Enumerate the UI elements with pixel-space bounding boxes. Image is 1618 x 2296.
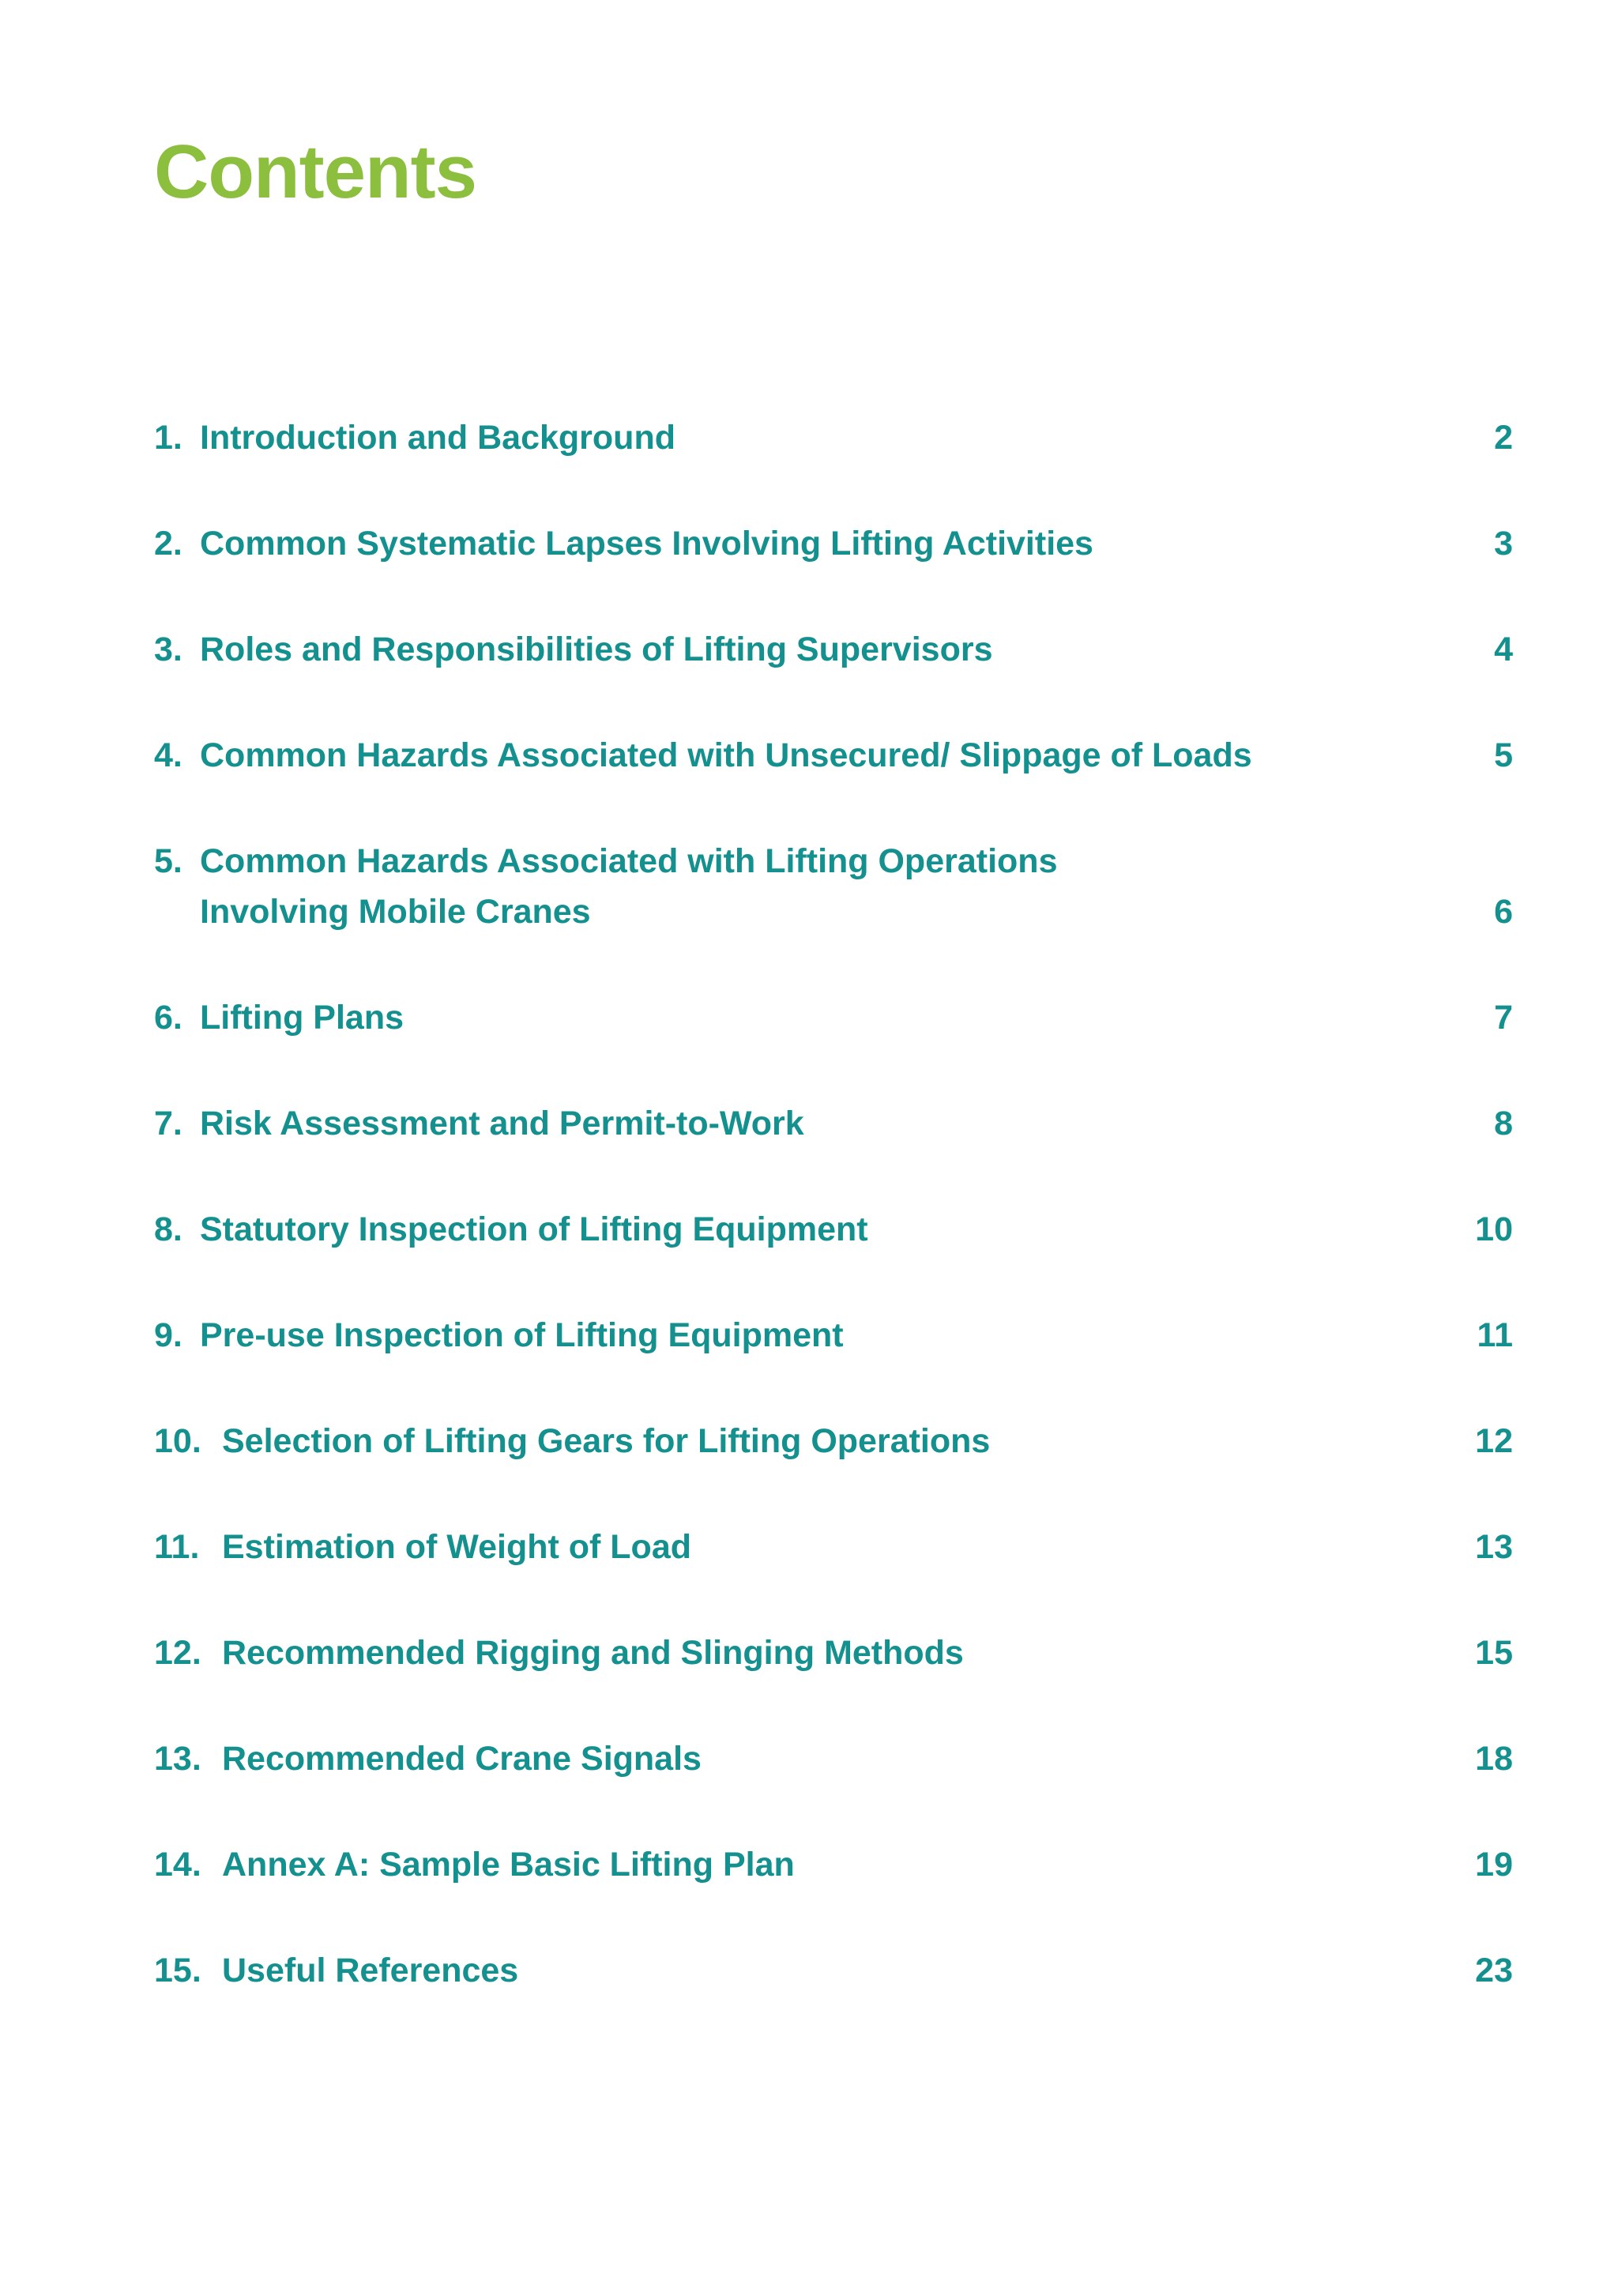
toc-entry-page: 2 <box>1494 419 1513 457</box>
toc-entry-number: 10. <box>154 1422 201 1460</box>
toc-entry-rigging-methods[interactable] <box>154 1628 1513 1678</box>
toc-entry-pre-use-inspection[interactable] <box>154 1310 1513 1361</box>
toc-entry-title: Risk Assessment and Permit-to-Work <box>200 1105 804 1142</box>
toc-entry-risk-assessment[interactable] <box>154 1098 1513 1149</box>
toc-entry-title: Common Hazards Associated with Unsecured/ Slippage of Loads <box>200 736 1252 774</box>
toc-entry-number: 9. <box>154 1316 182 1354</box>
toc-entry-page: 10 <box>1475 1210 1513 1248</box>
toc-entry-title: Common Hazards Associated with Lifting Operations Involving Mobile Cranes <box>200 842 1058 931</box>
toc-entry-number: 5. <box>154 842 182 880</box>
toc-entry-number: 1. <box>154 419 182 457</box>
toc-entry-number: 14. <box>154 1846 201 1884</box>
toc-entry-title: Roles and Responsibilities of Lifting Supervisors <box>200 630 993 668</box>
toc-entry-page: 13 <box>1475 1528 1513 1566</box>
toc-entry-title: Lifting Plans <box>200 999 404 1037</box>
toc-entry-title: Selection of Lifting Gears for Lifting Operations <box>222 1422 991 1460</box>
toc-entry-page: 3 <box>1494 525 1513 563</box>
toc-entry-number: 11. <box>154 1528 200 1566</box>
toc-entry-number: 2. <box>154 525 182 563</box>
toc-entry-page: 11 <box>1477 1316 1513 1354</box>
toc-entry-systematic-lapses[interactable] <box>154 518 1513 569</box>
toc-entry-roles-responsibilities[interactable] <box>154 624 1513 675</box>
toc-entry-title: Useful References <box>222 1952 519 1989</box>
toc-entry-number: 7. <box>154 1105 182 1142</box>
table-of-contents <box>154 412 1513 2051</box>
toc-entry-number: 13. <box>154 1740 201 1778</box>
toc-entry-weight-estimation[interactable] <box>154 1522 1513 1572</box>
toc-entry-useful-references[interactable] <box>154 1945 1513 1996</box>
toc-entry-title: Common Systematic Lapses Involving Lifting Activities <box>200 525 1093 563</box>
toc-entry-number: 15. <box>154 1952 201 1989</box>
toc-entry-annex-a[interactable] <box>154 1839 1513 1890</box>
toc-entry-page: 4 <box>1494 630 1513 668</box>
toc-entry-number: 3. <box>154 630 182 668</box>
page-title: Contents <box>154 130 476 214</box>
toc-entry-introduction[interactable] <box>154 412 1513 463</box>
toc-entry-title: Statutory Inspection of Lifting Equipment <box>200 1210 868 1248</box>
toc-entry-number: 6. <box>154 999 182 1037</box>
toc-entry-unsecured-loads[interactable] <box>154 730 1513 781</box>
toc-entry-title: Recommended Rigging and Slinging Methods <box>222 1634 964 1672</box>
toc-entry-statutory-inspection[interactable] <box>154 1204 1513 1255</box>
toc-entry-page: 19 <box>1475 1846 1513 1884</box>
toc-entry-number: 4. <box>154 736 182 774</box>
toc-entry-title: Recommended Crane Signals <box>222 1740 702 1778</box>
toc-entry-number: 8. <box>154 1210 182 1248</box>
toc-entry-page: 18 <box>1475 1740 1513 1778</box>
toc-entry-title: Introduction and Background <box>200 419 675 457</box>
toc-entry-page: 15 <box>1475 1634 1513 1672</box>
toc-entry-page: 8 <box>1494 1105 1513 1142</box>
toc-entry-title: Annex A: Sample Basic Lifting Plan <box>222 1846 795 1884</box>
toc-entry-title: Pre-use Inspection of Lifting Equipment <box>200 1316 844 1354</box>
toc-entry-page: 6 <box>1494 893 1513 931</box>
toc-entry-mobile-cranes[interactable] <box>154 836 1513 937</box>
toc-entry-crane-signals[interactable] <box>154 1733 1513 1784</box>
toc-entry-page: 23 <box>1475 1952 1513 1989</box>
toc-entry-lifting-gears[interactable] <box>154 1416 1513 1466</box>
toc-entry-page: 7 <box>1494 999 1513 1037</box>
toc-entry-lifting-plans[interactable] <box>154 992 1513 1043</box>
toc-entry-page: 12 <box>1475 1422 1513 1460</box>
toc-entry-number: 12. <box>154 1634 201 1672</box>
toc-entry-title: Estimation of Weight of Load <box>222 1528 692 1566</box>
toc-entry-page: 5 <box>1494 736 1513 774</box>
